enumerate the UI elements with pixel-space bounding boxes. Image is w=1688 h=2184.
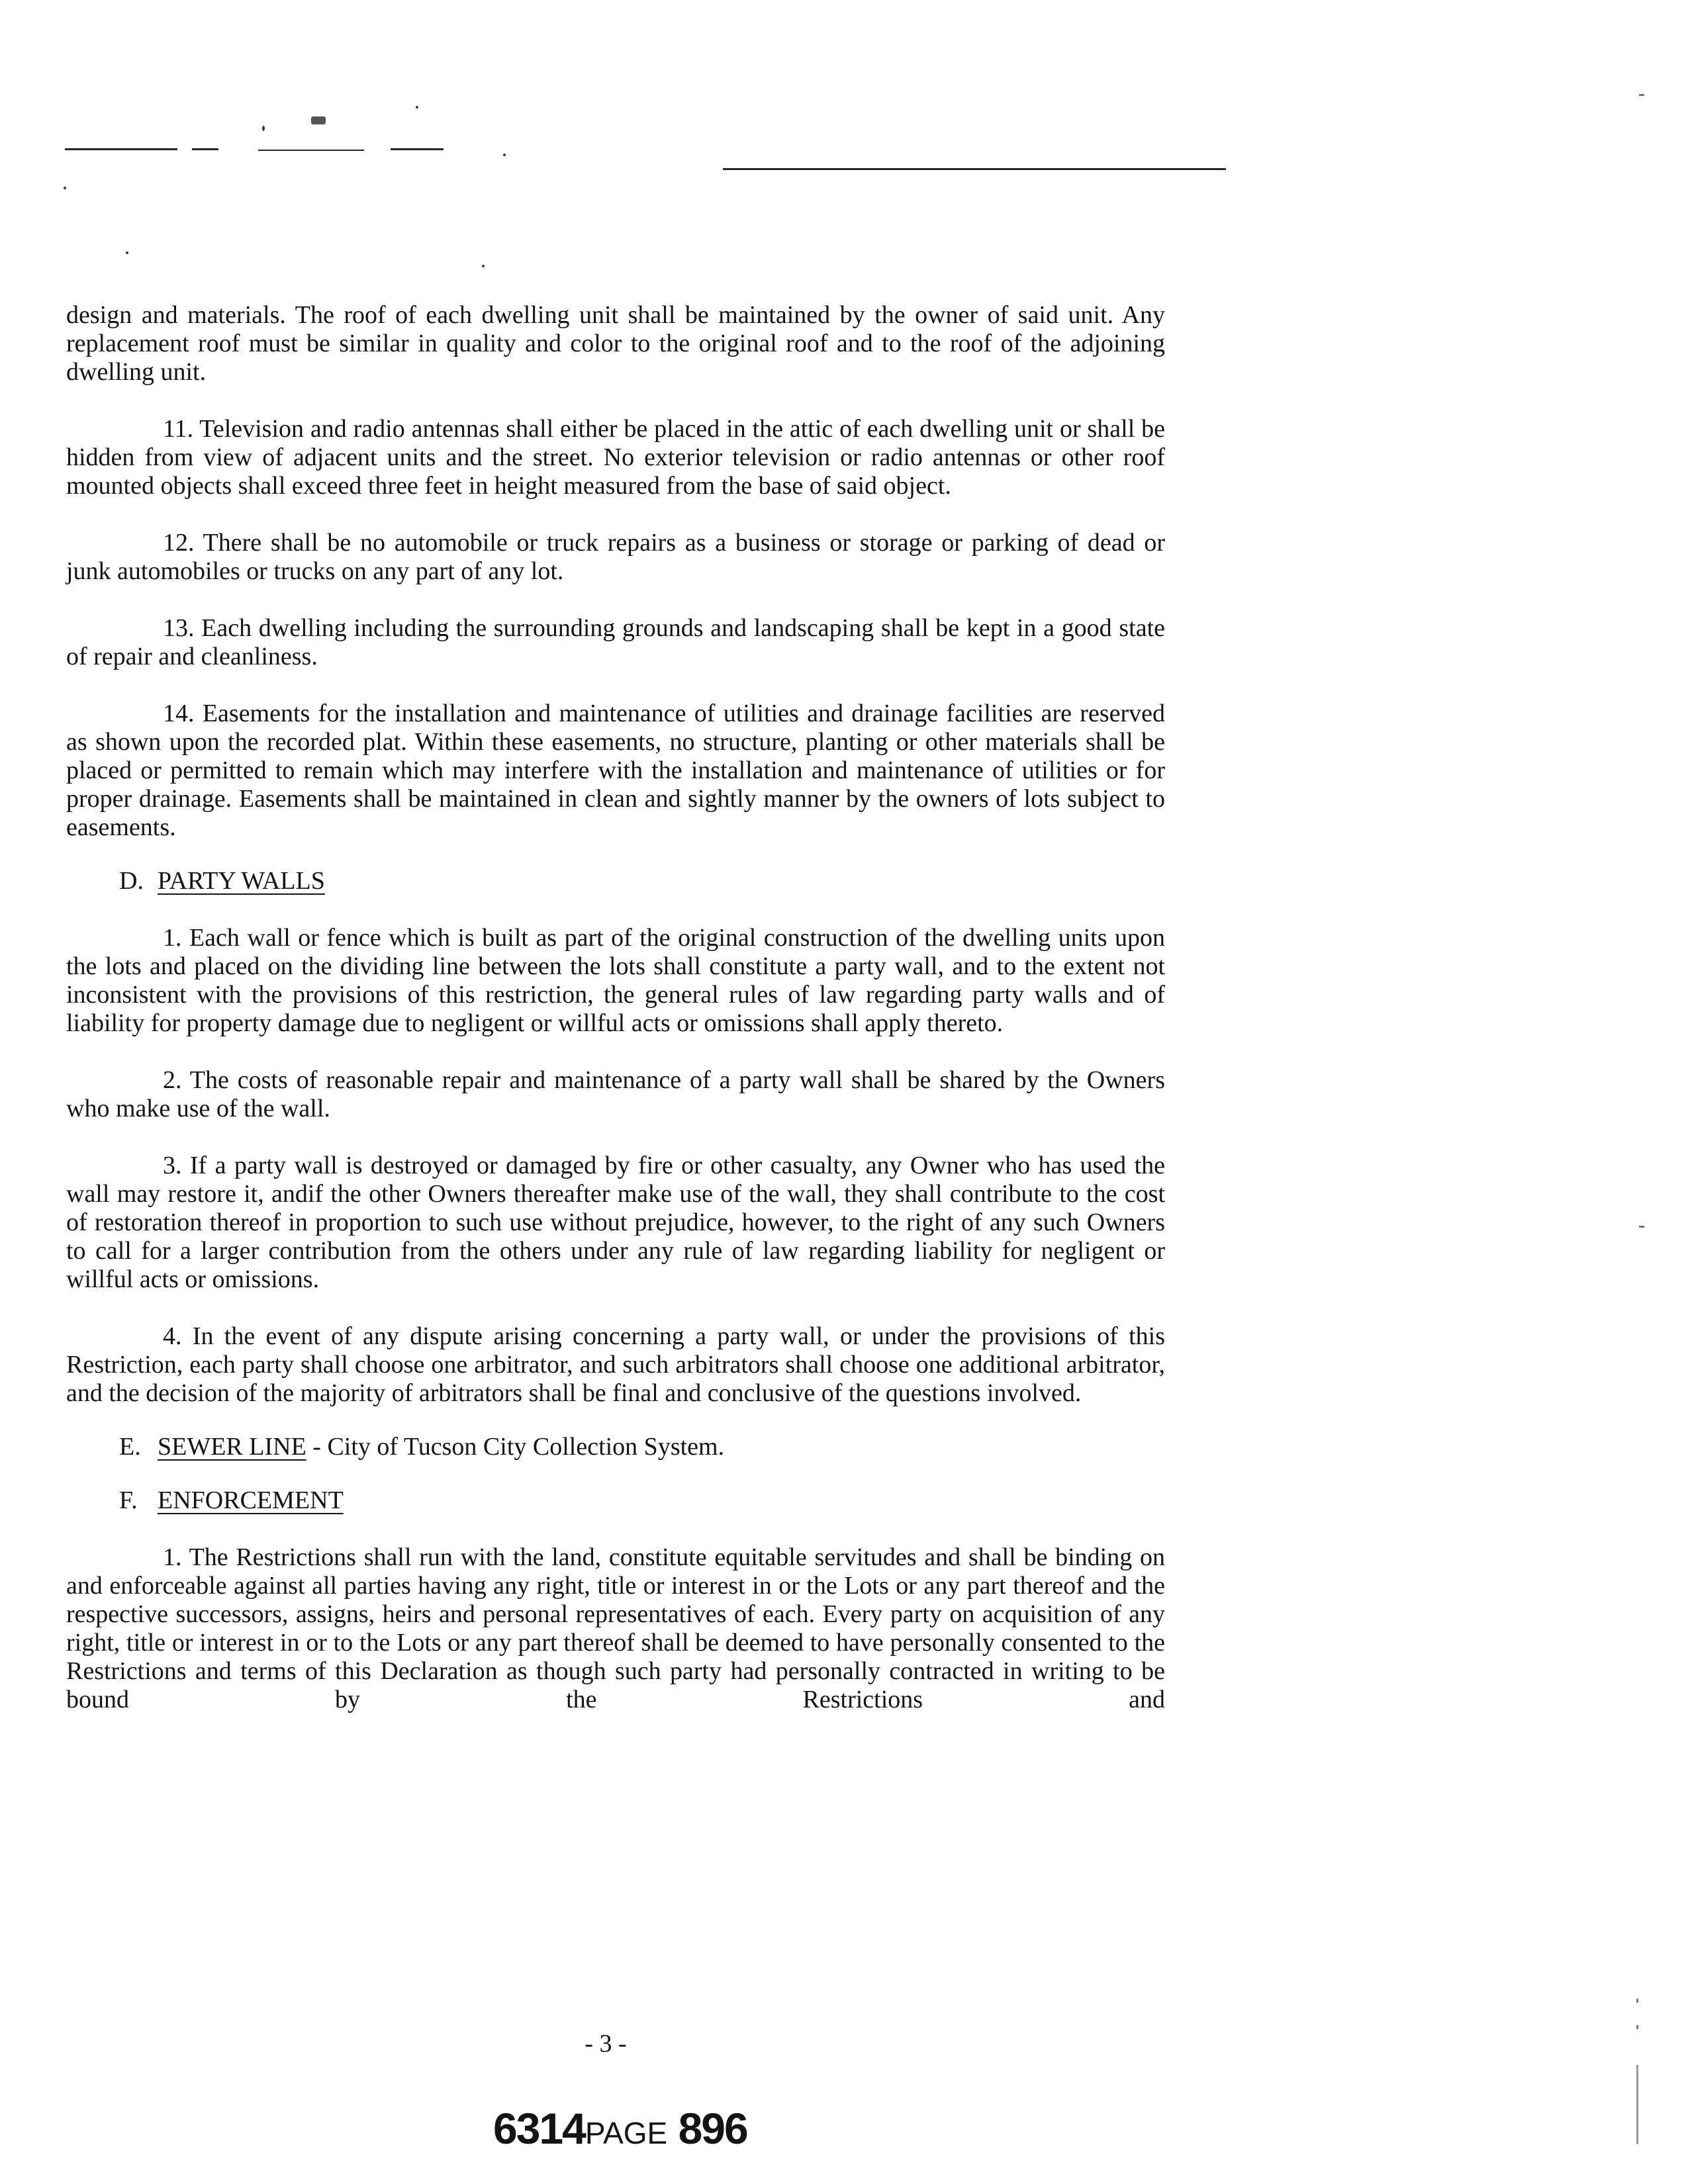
paragraph-d-2: 2. The costs of reasonable repair and maintenance of a party wall shall be shared by the Owners who make use of the wall.: [66, 1066, 1165, 1122]
paragraph-d-4: 4. In the event of any dispute arising concerning a party wall, or under the provisions of this Restriction, each party shall choose one arbitrator, and such arbitrators shall choose one additional arbitrator, and the decision of the majority of arbitrators shall be final and conclusive of the questions involved.: [66, 1322, 1165, 1407]
scan-edge-mark: [1636, 2025, 1638, 2029]
section-description: - City of Tucson City Collection System.: [306, 1433, 725, 1461]
paragraph-d-1: 1. Each wall or fence which is built as part of the original construction of the dwelling units upon the lots and placed on the dividing line between the lots shall constitute a party wall, and to the extent not inconsistent with the provisions of this restriction, the general rules of law regarding party walls and of liability for property damage due to negligent or willful acts or omissions shall apply thereto.: [66, 924, 1165, 1037]
scan-speck: [503, 154, 506, 156]
continued-paragraph: design and materials. The roof of each dwelling unit shall be maintained by the owner of said unit. Any replacement roof must be similar in quality and color to the original roof and to the roof of the adjoining dwelling unit.: [66, 301, 1165, 386]
paragraph-f-1: 1. The Restrictions shall run with the land, constitute equitable servitudes and shall be binding on and enforceable against all parties having any right, title or interest in or the Lots or any part thereof and the respective successors, assigns, heirs and personal representatives of each. Every party on acquisition of any right, title or interest in or to the Lots or any part thereof shall be deemed to have personally consented to the Restrictions and terms of this Declaration as though such party had personally contracted in writing to be bound by the Restrictions and: [66, 1543, 1165, 1713]
scan-edge-mark: [1639, 94, 1644, 96]
scan-speck: [126, 251, 128, 254]
header-rule-left-2: [192, 148, 218, 150]
section-title: ENFORCEMENT: [158, 1486, 344, 1514]
section-heading-d: [119, 867, 1165, 895]
scan-speck: [416, 106, 418, 109]
section-heading-f: [119, 1486, 1165, 1515]
paragraph-c-13: 13. Each dwelling including the surrounding grounds and landscaping shall be kept in a good state of repair and cleanliness.: [66, 614, 1165, 670]
section-title: PARTY WALLS: [158, 867, 325, 895]
scan-edge-mark: [1636, 1999, 1638, 2003]
recorded-page-number: 896: [678, 2104, 747, 2153]
header-rule-mid: [258, 150, 364, 151]
page-number: - 3 -: [585, 2030, 627, 2058]
section-letter: E.: [119, 1433, 141, 1461]
page-label: PAGE: [585, 2116, 668, 2150]
header-rule-right: [723, 168, 1226, 170]
scan-speck: [262, 126, 265, 131]
paragraph-c-11: 11. Television and radio antennas shall either be placed in the attic of each dwelling unit or shall be hidden from view of adjacent units and the street. No exterior television or radio antennas or other roof mounted objects shall exceed three feet in height measured from the base of said object.: [66, 415, 1165, 500]
recording-stamp: [493, 2103, 747, 2154]
section-heading-e: [119, 1433, 1165, 1461]
header-rule-left: [65, 148, 177, 150]
section-letter: F.: [119, 1486, 138, 1514]
scan-edge-mark: [1639, 1226, 1644, 1228]
section-title: SEWER LINE: [158, 1433, 306, 1461]
docket-number: 6314: [493, 2104, 585, 2153]
paragraph-c-14: 14. Easements for the installation and maintenance of utilities and drainage facilities are reserved as shown upon the recorded plat. Within these easements, no structure, planting or other materials shall be placed or permitted to remain which may interfere with the installation and maintenance of utilities or for proper drainage. Easements shall be maintained in clean and sightly manner by the owners of lots subject to easements.: [66, 700, 1165, 841]
scan-speck: [64, 187, 66, 189]
scan-speck: [482, 265, 485, 267]
paragraph-c-12: 12. There shall be no automobile or truck repairs as a business or storage or parking of dead or junk automobiles or trucks on any part of any lot.: [66, 529, 1165, 585]
document-body: [66, 301, 1165, 1714]
scan-edge-mark: [1636, 2065, 1638, 2144]
header-rule-mid-2: [391, 148, 444, 150]
paragraph-d-3: 3. If a party wall is destroyed or damaged by fire or other casualty, any Owner who has used the wall may restore it, andif the other Owners thereafter make use of the wall, they shall contribute to the cost of restoration thereof in proportion to such use without prejudice, however, to the right of any such Owners to call for a larger contribution from the others under any rule of law regarding liability for negligent or willful acts or omissions.: [66, 1152, 1165, 1293]
scan-speck: [311, 116, 326, 124]
section-letter: D.: [119, 867, 144, 895]
